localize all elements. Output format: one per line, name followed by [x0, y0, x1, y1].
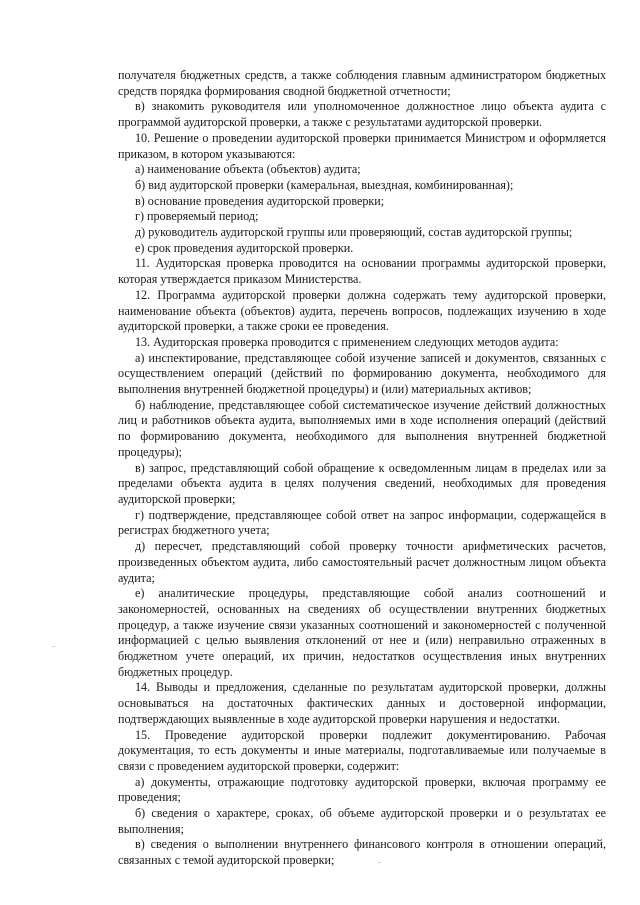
paragraph-15b: б) сведения о характере, сроках, об объеме аудиторской проверки и о результатах ее выполнения;: [118, 806, 606, 836]
paragraph-10: 10. Решение о проведении аудиторской проверки принимается Министром и оформляется приказом, в котором указываются:: [118, 130, 606, 161]
paragraph-15v: в) сведения о выполнении внутреннего финансового контроля в отношении операций, связанных с темой аудиторской проверки;: [118, 837, 606, 868]
paragraph-13e: е) аналитические процедуры, представляющие собой анализ соотношений и закономерностей, основанных на сведениях об осуществлении внутренних бюджетных процедур, а также изучение связи указанных соотношений и закономерностей с полученной информацией с целью выявления отклонений от нее и (или) неправильно отраженных в бюджетном учете операций, их причин, недостатков осуществления иных внутренних бюджетных процедур.: [118, 586, 606, 679]
paragraph-15a: а) документы, отражающие подготовку аудиторской проверки, включая программу ее проведения;: [118, 774, 606, 805]
paragraph-13v: в) запрос, представляющий собой обращение к осведомленным лицам в пределах или за пределами объекта аудита в целях получения сведений, необходимых для проведения аудиторской проверки;: [118, 460, 606, 506]
paragraph-13a: а) инспектирование, представляющее собой изучение записей и документов, связанных с осуществлением операций (действий по формированию документа, необходимого для выполнения внутренней бюджетной процедуры) и (или) материальных активов;: [118, 350, 606, 397]
paragraph-15: 15. Проведение аудиторской проверки подлежит документированию. Рабочая документация, то есть документы и иные материалы, подготавливаемые или получаемые в связи с проведением аудиторской проверки, содержит:: [118, 727, 606, 773]
paragraph-10e: е) срок проведения аудиторской проверки.: [135, 240, 354, 255]
paragraph-9v: в) знакомить руководителя или уполномоченное должностное лицо объекта аудита с программой аудиторской проверки, а также с результатами аудиторской проверки.: [118, 99, 606, 130]
paragraph-10g: г) проверяемый период;: [135, 209, 259, 224]
paragraph-10d: д) руководитель аудиторской группы или проверяющий, состав аудиторской группы;: [135, 225, 573, 240]
paragraph-13g: г) подтверждение, представляющее собой ответ на запрос информации, содержащейся в регистрах бюджетного учета;: [118, 507, 606, 538]
paragraph-13: 13. Аудиторская проверка проводится с применением следующих методов аудита:: [135, 334, 559, 349]
paragraph-13d: д) пересчет, представляющий собой проверку точности арифметических расчетов, произведенных объектом аудита, либо самостоятельный расчет должностным лицом объекта аудита;: [118, 539, 606, 585]
paragraph-14: 14. Выводы и предложения, сделанные по результатам аудиторской проверки, должны основываться на достаточных фактических данных и достоверной информации, подтверждающих выявленные в ходе аудиторской проверки нарушения и недостатки.: [118, 680, 606, 726]
paragraph-10a: а) наименование объекта (объектов) аудита;: [135, 162, 361, 177]
paragraph-12: 12. Программа аудиторской проверки должна содержать тему аудиторской проверки, наименование объекта (объектов) аудита, перечень вопросов, подлежащих изучению в ходе аудиторской проверки, а также сроки ее проведения.: [118, 287, 606, 334]
scan-speck: [378, 862, 381, 863]
document-page: [118, 68, 606, 869]
paragraph-10b: б) вид аудиторской проверки (камеральная, выездная, комбинированная);: [135, 177, 514, 192]
paragraph-10v: в) основание проведения аудиторской проверки;: [135, 193, 385, 208]
paragraph-11: 11. Аудиторская проверка проводится на основании программы аудиторской проверки, которая утверждается приказом Министерства.: [118, 256, 606, 287]
paragraph-13b: б) наблюдение, представляющее собой систематическое изучение действий должностных лиц и работников объекта аудита, выполняемых ими в ходе исполнения операций (действий по формированию документа, необходимого для выполнения внутренней бюджетной процедуры);: [118, 397, 606, 459]
paragraph-continuation: получателя бюджетных средств, а также соблюдения главным администратором бюджетных средств порядка формирования сводной бюджетной отчетности;: [118, 68, 606, 98]
scan-speck: [52, 646, 55, 647]
